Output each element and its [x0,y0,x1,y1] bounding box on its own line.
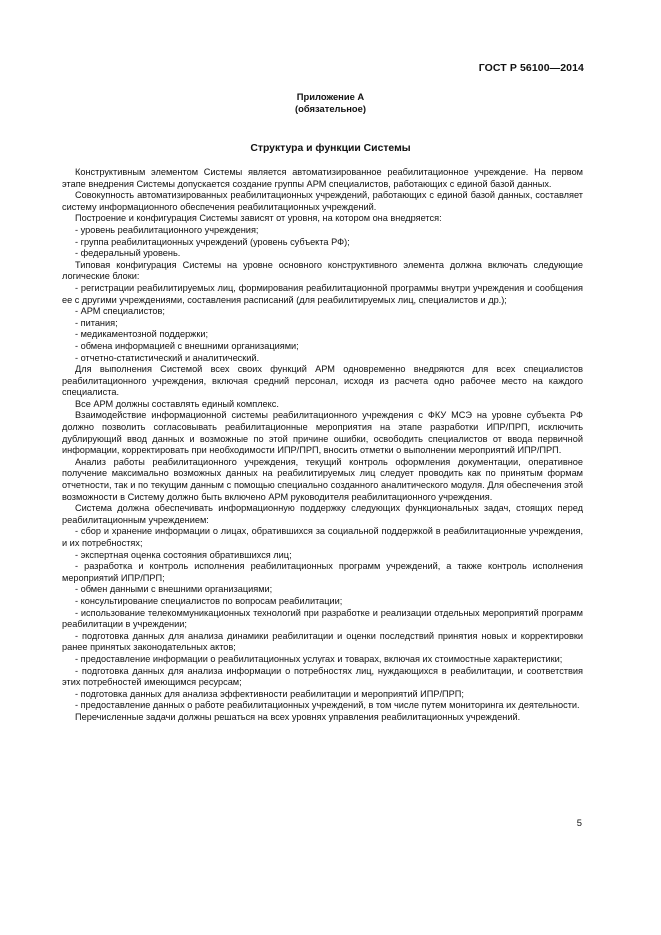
list-item: - регистрации реабилитируемых лиц, формирования реабилитационной программы внутри учреждения и сообщения ее с другими учреждениями, составления расписаний (для реабилитируемых лиц, специалистов и др.); [62,282,583,305]
paragraph: Конструктивным элементом Системы является автоматизированное реабилитационное учреждение. На первом этапе внедрения Системы допускается создание группы АРМ специалистов, работающих с единой базой данных. [62,167,583,189]
annex-title: Приложение А [296,91,365,102]
list-item: - экспертная оценка состояния обратившихся лиц; [75,549,292,560]
paragraph: Совокупность автоматизированных реабилитационных учреждений, работающих с единой базой данных, составляет систему информационного обеспечения реабилитационных учреждений. [62,190,583,212]
paragraph: Все АРМ должны составлять единый комплекс. [75,398,279,409]
list-item: - АРМ специалистов; [75,306,165,317]
list-item: - отчетно-статистический и аналитический. [75,352,260,363]
list-item: - разработка и контроль исполнения реабилитационных программ учреждений, а также контроль исполнения мероприятий ИПР/ПРП; [62,561,583,583]
paragraph: Типовая конфигурация Системы на уровне основного конструктивного элемента должна включать следующие логические блоки: [62,259,583,282]
list-item: - подготовка данных для анализа динамики реабилитации и оценки последствий принятия новых и корректировки ранее принятых законодательных актов; [62,630,583,653]
list-item: - предоставление информации о реабилитационных услугах и товарах, включая их стоимостные характеристики; [75,653,563,664]
paragraph: Перечисленные задачи должны решаться на всех уровнях управления реабилитационных учреждений. [75,711,521,722]
standard-code: ГОСТ Р 56100—2014 [478,62,584,74]
document-body [62,167,583,724]
list-item: - предоставление данных о работе реабилитационных учреждений, в том числе путем мониторинга их деятельности. [75,700,580,711]
page-number: 5 [576,817,582,828]
list-item: - группа реабилитационных учреждений (уровень субъекта РФ); [75,236,350,247]
paragraph: Построение и конфигурация Системы зависят от уровня, на котором она внедряется: [75,213,442,224]
list-item: - уровень реабилитационного учреждения; [75,224,259,235]
paragraph: Анализ работы реабилитационного учреждения, текущий контроль оформления документации, оперативное получение максимально возможных данных на реабилитируемых лиц следует проводить как по принятым формам отчетности, так и по текущим данным с помощью специально созданного аналитического модуля. Для обеспечения этой возможности в Систему должно быть включено АРМ руководителя реабилитационного учреждения. [62,456,583,502]
annex-status: (обязательное) [295,103,366,114]
section-title: Структура и функции Системы [250,143,411,154]
list-item: - обмен данными с внешними организациями; [75,584,273,595]
list-item: - консультирование специалистов по вопросам реабилитации; [75,595,343,606]
list-item: - использование телекоммуникационных технологий при разработке и реализации отдельных мероприятий программ реабилитации в учреждении; [62,607,583,630]
list-item: - подготовка данных для анализа эффективности реабилитации и мероприятий ИПР/ПРП; [75,688,464,699]
list-item: - питания; [75,317,118,328]
paragraph: Система должна обеспечивать информационную поддержку следующих функциональных задач, стоящих перед реабилитационным учреждением: [62,503,583,525]
list-item: - обмена информацией с внешними организациями; [75,340,299,351]
paragraph: Для выполнения Системой всех своих функций АРМ одновременно внедряются для всех специалистов реабилитационного учреждения, включая средний персонал, исходя из расчета одно рабочее место на каждого специалиста. [62,364,583,398]
list-item: - медикаментозной поддержки; [75,329,209,340]
paragraph: Взаимодействие информационной системы реабилитационного учреждения с ФКУ МСЭ на уровне субъекта РФ должно позволить согласовывать реабилитационные мероприятия на этапе разработки ИПР/ПРП, исключить дублирующий ввод данных и возможные по этой причине ошибки, освободить специалистов от ввода первичной информации, корректировать при необходимости ИПР/ПРП, вносить отметки о выполнении мероприятий ИПР/ПРП. [62,410,583,456]
annex-heading [0,91,661,115]
list-item: - подготовка данных для анализа информации о потребностях лиц, нуждающихся в реабилитации, и соответствия этих потребностей имеющимся ресурсам; [62,665,583,688]
list-item: - сбор и хранение информации о лицах, обратившихся за социальной поддержкой в реабилитационные учреждения, и их потребностях; [62,526,583,548]
list-item: - федеральный уровень. [75,248,181,259]
